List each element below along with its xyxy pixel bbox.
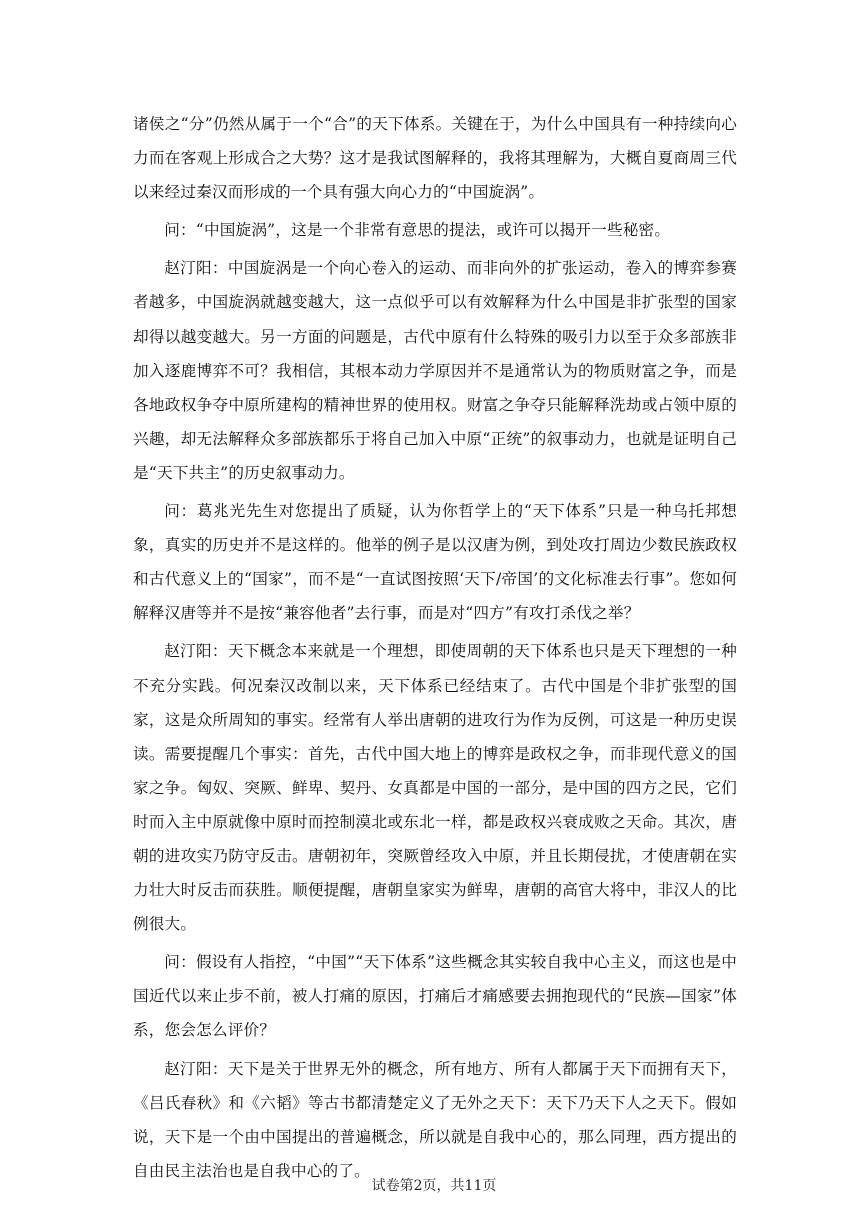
paragraph-question-vortex: 问：“中国旋涡”，这是一个非常有意思的提法，或许可以揭开一些秘密。: [164, 221, 671, 240]
paragraph-question-ge-zhaoguang: 问：葛兆光先生对您提出了质疑，认为你哲学上的“天下体系”只是一种乌托邦想象，真实的历史并不是这样的。他举的例子是以汉唐为例，到处攻打周边少数民族政权和古代意义上的“国家”，而不是“一直试图按照‘天下/帝国’的文化标准去行事”。您如何解释汉唐等并不是按“兼容他者”去行事，而是对“四方”有攻打杀伐之举？: [133, 502, 737, 623]
paragraph-question-self-centrism: 问：假设有人指控，“中国”“天下体系”这些概念其实较自我中心主义，而这也是中国近代以来止步不前，被人打痛的原因，打痛后才痛感要去拥抱现代的“民族—国家”体系，您会怎么评价？: [133, 953, 737, 1040]
paragraph-answer-universal-concept: 赵汀阳：天下是关于世界无外的概念，所有地方、所有人都属于天下而拥有天下，《吕氏春秋》和《六韬》等古书都清楚定义了无外之天下：天下乃天下人之天下。假如说，天下是一个由中国提出的普遍概念，所以就是自我中心的，那么同理，西方提出的自由民主法治也是自我中心的了。: [133, 1059, 737, 1180]
paragraph-answer-vortex: 赵汀阳：中国旋涡是一个向心卷入的运动、而非向外的扩张运动，卷入的博弈参赛者越多，中国旋涡就越变越大，这一点似乎可以有效解释为什么中国是非扩张型的国家却得以越变越大。另一方面的问题是，古代中原有什么特殊的吸引力以至于众多部族非加入逐鹿博弈不可？我相信，其根本动力学原因并不是通常认为的物质财富之争，而是各地政权争夺中原所建构的精神世界的使用权。财富之争夺只能解释洗劫或占领中原的兴趣，却无法解释众多部族都乐于将自己加入中原“正统”的叙事动力，也就是证明自己是“天下共主”的历史叙事动力。: [133, 259, 737, 482]
page-footer: 试卷第2页，共11页: [371, 1178, 497, 1194]
paragraph-answer-tianxia-ideal: 赵汀阳：天下概念本来就是一个理想，即使周朝的天下体系也只是天下理想的一种不充分实践。何况秦汉改制以来，天下体系已经结束了。古代中国是个非扩张型的国家，这是众所周知的事实。经常有人举出唐朝的进攻行为作为反例，可这是一种历史误读。需要提醒几个事实：首先，古代中国大地上的博弈是政权之争，而非现代意义的国家之争。匈奴、突厥、鲜卑、契丹、女真都是中国的一部分，是中国的四方之民，它们时而入主中原就像中原时而控制漠北或东北一样，都是政权兴衰成败之天命。其次，唐朝的进攻实乃防守反击。唐朝初年，突厥曾经攻入中原，并且长期侵扰，才使唐朝在实力壮大时反击而获胜。顺便提醒，唐朝皇家实为鲜卑，唐朝的高官大将中，非汉人的比例很大。: [133, 642, 737, 934]
paragraph-continuation: 诸侯之“分”仍然从属于一个“合”的天下体系。关键在于，为什么中国具有一种持续向心力而在客观上形成合之大势？这才是我试图解释的，我将其理解为，大概自夏商周三代以来经过秦汉而形成的一个具有强大向心力的“中国旋涡”。: [133, 115, 737, 202]
body-text: [133, 107, 737, 1192]
